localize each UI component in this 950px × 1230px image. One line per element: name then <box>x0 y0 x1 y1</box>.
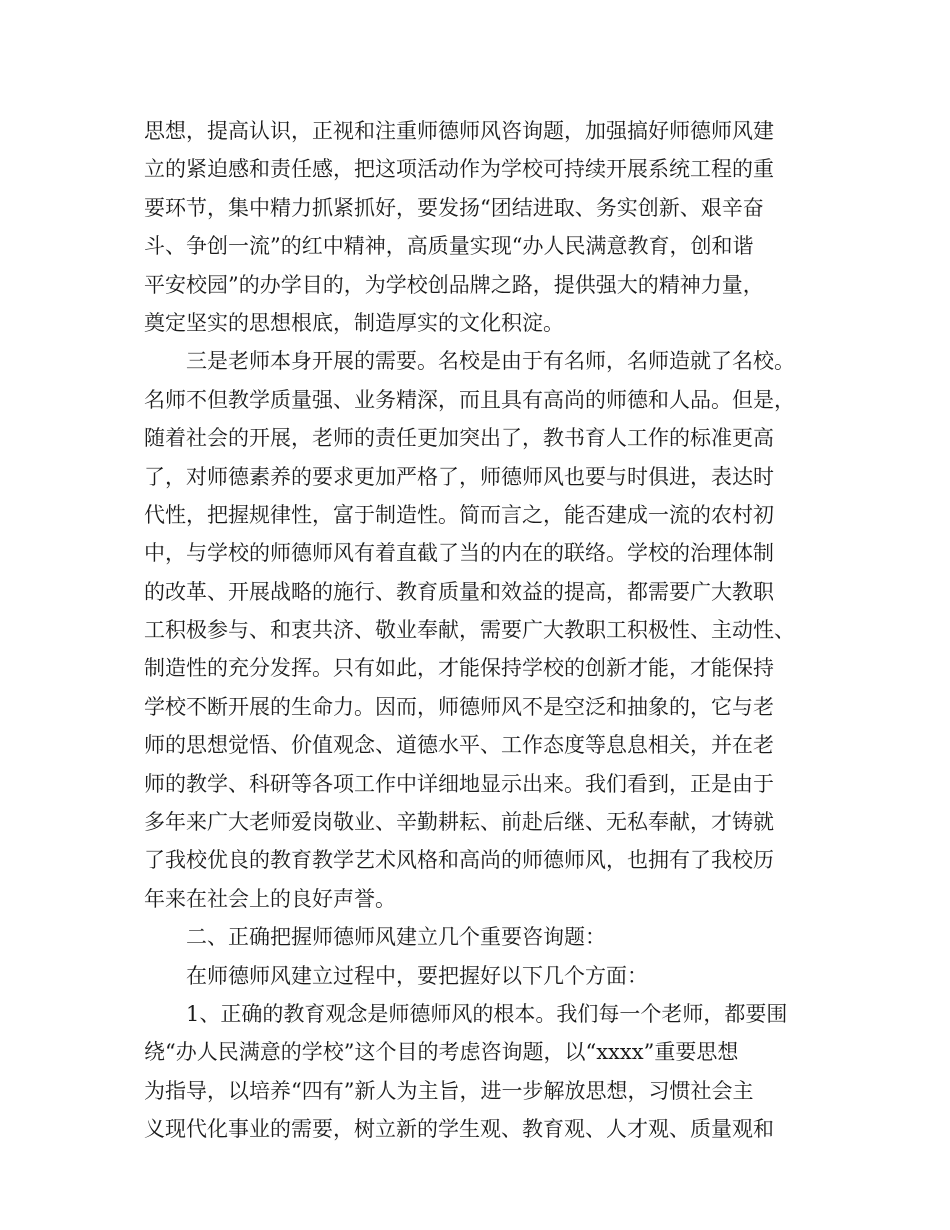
text-line: 学校不断开展的生命力。因而，师德师风不是空泛和抽象的，它与老 <box>144 694 774 719</box>
text-line: 二、正确把握师德师风建立几个重要咨询题： <box>186 925 606 950</box>
text-line: 工积极参与、和衷共济、敬业奉献，需要广大教职工积极性、主动性、 <box>144 618 795 643</box>
text-line: 名师不但教学质量强、业务精深，而且具有高尚的师德和人品。但是， <box>144 387 795 412</box>
text-line: 立的紧迫感和责任感，把这项活动作为学校可持续开展系统工程的重 <box>144 157 774 182</box>
text-line: 了我校优良的教育教学艺术风格和高尚的师德师风，也拥有了我校历 <box>144 848 774 873</box>
text-line: 制造性的充分发挥。只有如此，才能保持学校的创新才能，才能保持 <box>144 656 774 681</box>
text-line: 师的教学、科研等各项工作中详细地显示出来。我们看到，正是由于 <box>144 771 774 796</box>
text-line: 师的思想觉悟、价值观念、道德水平、工作态度等息息相关，并在老 <box>144 733 774 758</box>
text-line: 义现代化事业的需要，树立新的学生观、教育观、人才观、质量观和 <box>144 1117 774 1142</box>
text-line: 为指导，以培养“四有”新人为主旨，进一步解放思想，习惯社会主 <box>144 1078 754 1103</box>
text-line: 三是老师本身开展的需要。名校是由于有名师，名师造就了名校。 <box>186 349 795 374</box>
text-line: 中，与学校的师德师风有着直截了当的内在的联络。学校的治理体制 <box>144 541 774 566</box>
text-line: 的改革、开展战略的施行、教育质量和效益的提高，都需要广大教职 <box>144 579 774 604</box>
text-line: 代性，把握规律性，富于制造性。简而言之，能否建成一流的农村初 <box>144 502 774 527</box>
text-line: 思想，提高认识，正视和注重师德师风咨询题，加强搞好师德师风建 <box>144 119 774 143</box>
text-line: 绕“办人民满意的学校”这个目的考虑咨询题，以“xxxx”重要思想 <box>144 1040 739 1065</box>
body-text <box>144 112 804 1149</box>
text-line: 1、正确的教育观念是师德师风的根本。我们每一个老师，都要围 <box>186 1001 788 1026</box>
text-line: 斗、争创一流”的红中精神，高质量实现“办人民满意教育，创和谐 <box>144 234 754 259</box>
text-line: 了，对师德素养的要求更加严格了，师德师风也要与时俱进，表达时 <box>144 464 774 489</box>
text-line: 随着社会的开展，老师的责任更加突出了，教书育人工作的标准更高 <box>144 426 774 451</box>
text-line: 在师德师风建立过程中，要把握好以下几个方面： <box>186 963 648 988</box>
text-line: 年来在社会上的良好声誉。 <box>144 886 396 911</box>
text-line: 多年来广大老师爱岗敬业、辛勤耕耘、前赴后继、无私奉献，才铸就 <box>144 810 774 835</box>
text-line: 奠定坚实的思想根底，制造厚实的文化积淀。 <box>144 310 564 335</box>
text-line: 要环节，集中精力抓紧抓好，要发扬“团结进取、务实创新、艰辛奋 <box>144 195 764 220</box>
text-line: 平安校园”的办学目的，为学校创品牌之路，提供强大的精神力量， <box>144 272 764 297</box>
